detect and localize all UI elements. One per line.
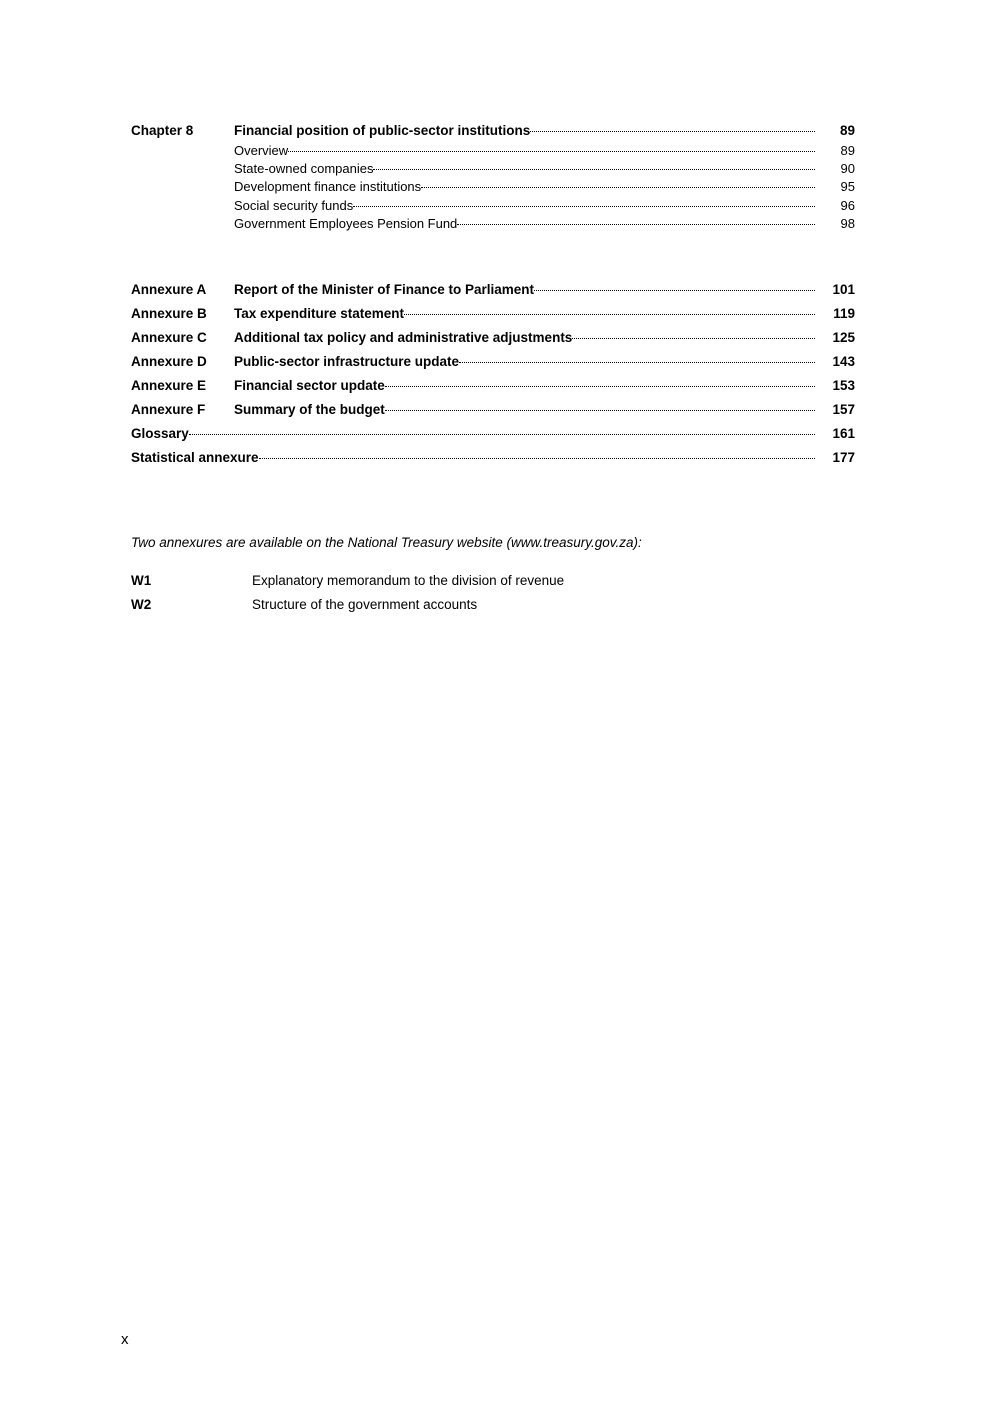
annexure-label: Annexure E — [131, 378, 207, 393]
toc-annexure-row[interactable] — [131, 330, 855, 348]
dot-leader — [353, 206, 815, 207]
dot-leader — [189, 434, 815, 435]
web-annexure-title: Structure of the government accounts — [252, 597, 478, 612]
annexure-title: Additional tax policy and administrative adjustments — [234, 330, 573, 345]
dot-leader — [404, 314, 815, 315]
section-title: State-owned companies — [234, 161, 374, 176]
section-title: Development finance institutions — [234, 179, 422, 194]
section-page: 95 — [840, 179, 855, 194]
web-annexure-row[interactable] — [131, 597, 477, 612]
dot-leader — [259, 458, 815, 459]
dot-leader — [288, 151, 815, 152]
annexure-title: Summary of the budget — [234, 402, 385, 417]
toc-section-row[interactable] — [131, 216, 855, 233]
annexure-page: 153 — [832, 378, 855, 393]
dot-leader — [421, 187, 815, 188]
annexure-page: 119 — [833, 306, 855, 321]
dot-leader — [459, 362, 815, 363]
web-annexure-row[interactable] — [131, 573, 564, 588]
toc-annexure-row[interactable] — [131, 402, 855, 420]
dot-leader — [373, 169, 815, 170]
dot-leader — [385, 410, 815, 411]
toc-section-row[interactable] — [131, 143, 855, 160]
annexure-label: Annexure C — [131, 330, 207, 345]
annexure-label: Annexure F — [131, 402, 206, 417]
dot-leader — [457, 224, 815, 225]
section-page: 89 — [840, 143, 855, 158]
web-annexures-note: Two annexures are available on the National Treasury website (www.treasury.gov.za): — [131, 535, 642, 550]
statistical-annexure-page: 177 — [832, 450, 855, 465]
chapter-page: 89 — [839, 123, 855, 138]
toc-annexure-row[interactable] — [131, 378, 855, 396]
dot-leader — [385, 386, 815, 387]
toc-annexure-row[interactable] — [131, 282, 855, 300]
annexure-title: Tax expenditure statement — [234, 306, 405, 321]
toc-section-row[interactable] — [131, 179, 855, 196]
annexure-title: Financial sector update — [234, 378, 385, 393]
statistical-annexure-title: Statistical annexure — [131, 450, 259, 465]
dot-leader — [530, 131, 815, 132]
annexure-page: 125 — [832, 330, 855, 345]
toc-statistical-annexure-row[interactable] — [131, 450, 855, 468]
annexure-title: Report of the Minister of Finance to Parliament — [234, 282, 535, 297]
page-folio: x — [121, 1331, 129, 1348]
toc-chapter-row[interactable] — [131, 123, 855, 141]
annexure-page: 143 — [832, 354, 855, 369]
annexure-title: Public-sector infrastructure update — [234, 354, 460, 369]
section-title: Social security funds — [234, 198, 354, 213]
web-annexure-title: Explanatory memorandum to the division of revenue — [252, 573, 565, 588]
toc-section-row[interactable] — [131, 198, 855, 215]
section-page: 96 — [840, 198, 855, 213]
toc-section-row[interactable] — [131, 161, 855, 178]
chapter-label: Chapter 8 — [131, 123, 194, 138]
annexure-label: Annexure A — [131, 282, 207, 297]
dot-leader — [534, 290, 815, 291]
toc-glossary-row[interactable] — [131, 426, 855, 444]
toc-annexure-row[interactable] — [131, 354, 855, 372]
annexure-label: Annexure D — [131, 354, 207, 369]
dot-leader — [572, 338, 815, 339]
glossary-page: 161 — [832, 426, 855, 441]
toc-annexure-row[interactable] — [131, 306, 855, 324]
section-page: 98 — [840, 216, 855, 231]
section-title: Government Employees Pension Fund — [234, 216, 458, 231]
chapter-title: Financial position of public-sector institutions — [234, 123, 531, 138]
section-page: 90 — [840, 161, 855, 176]
section-title: Overview — [234, 143, 289, 158]
annexure-page: 101 — [832, 282, 855, 297]
web-annexure-code: W1 — [131, 573, 152, 588]
web-annexure-code: W2 — [131, 597, 152, 612]
annexure-label: Annexure B — [131, 306, 207, 321]
glossary-title: Glossary — [131, 426, 189, 441]
annexure-page: 157 — [832, 402, 855, 417]
